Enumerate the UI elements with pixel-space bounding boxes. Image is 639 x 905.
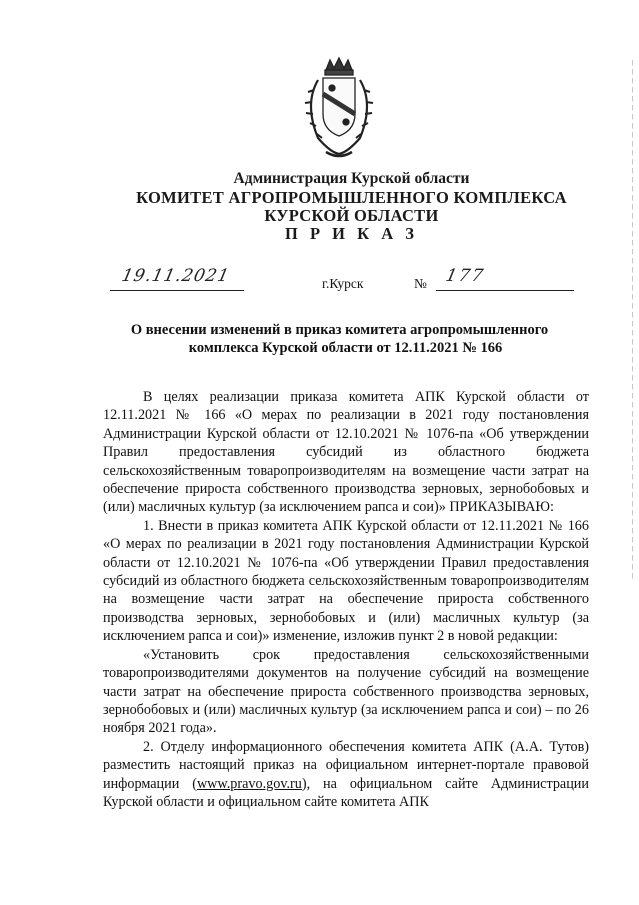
paragraph-preamble: В целях реализации приказа комитета АПК Курской области от 12.11.2021 № 166 «О мерах по реализации в 2021 году постановления Администрации Курской области от 12.10.2021 № 1076-па «Об утверждении Правил предоставления субсидий из областного бюджета сельскохозяйственным товаропроизводителям на возмещение части затрат на обеспечение прироста собственного производства зерновых, зернобобовых и (или) масличных культур (за исключением рапса и сои)» ПРИКАЗЫВАЮ: [103, 389, 589, 516]
document-body [103, 388, 589, 811]
item-2-text-start: 2. Отделу информационного обеспечения комитета АПК (А.А. Тутов) разместить настоящий приказ на официальном интернет-портале правовой информации ( [103, 738, 589, 792]
paragraph-new-wording: «Установить срок предоставления сельскохозяйственными товаропроизводителями документов на получение субсидий на возмещение части затрат на обеспечение прироста собственного производства зерновых, зернобобовых и (или) масличных культур (за исключением рапса и сои) – по 26 ноября 2021 года». [103, 646, 589, 737]
subject-line-2: комплекса Курской области от 12.11.2021 № 166 [188, 340, 503, 356]
document-type: П Р И К А З [285, 224, 418, 243]
city-label: г.Курск [322, 276, 364, 291]
handwritten-number: 177 [443, 266, 487, 286]
paragraph-item-1: 1. Внести в приказ комитета АПК Курской области от 12.11.2021 № 166 «О мерах по реализации в 2021 году постановления Администрации Курской области от 12.10.2021 № 1076-па «Об утверждении Правил предоставления субсидий из областного бюджета сельскохозяйственным товаропроизводителям на возмещение части затрат на обеспечение прироста собственного производства зерновых, зернобобовых и (или) масличных культур (за исключением рапса и сои)» изменение, изложив пункт 2 в новой редакции: [103, 517, 589, 645]
number-sign: № [414, 276, 427, 291]
pravo-gov-link[interactable]: www.pravo.gov.ru [196, 775, 302, 792]
handwritten-date: 19.11.2021 [119, 266, 232, 286]
number-field [436, 266, 574, 291]
scan-edge-line [632, 60, 633, 580]
item-2-text-end: ), на официальном сайте Администрации Курской области и официальном сайте комитета АПК [103, 775, 589, 810]
region-name: КУРСКОЙ ОБЛАСТИ [264, 206, 439, 225]
administration-name: Администрация Курской области [233, 170, 470, 187]
kursk-coat-of-arms-icon [296, 56, 382, 164]
committee-name: КОМИТЕТ АГРОПРОМЫШЛЕННОГО КОМПЛЕКСА [136, 188, 567, 207]
paragraph-item-2 [103, 738, 589, 812]
subject-line-1: О внесении изменений в приказ комитета агропромышленного [130, 322, 549, 338]
date-field [110, 266, 244, 291]
